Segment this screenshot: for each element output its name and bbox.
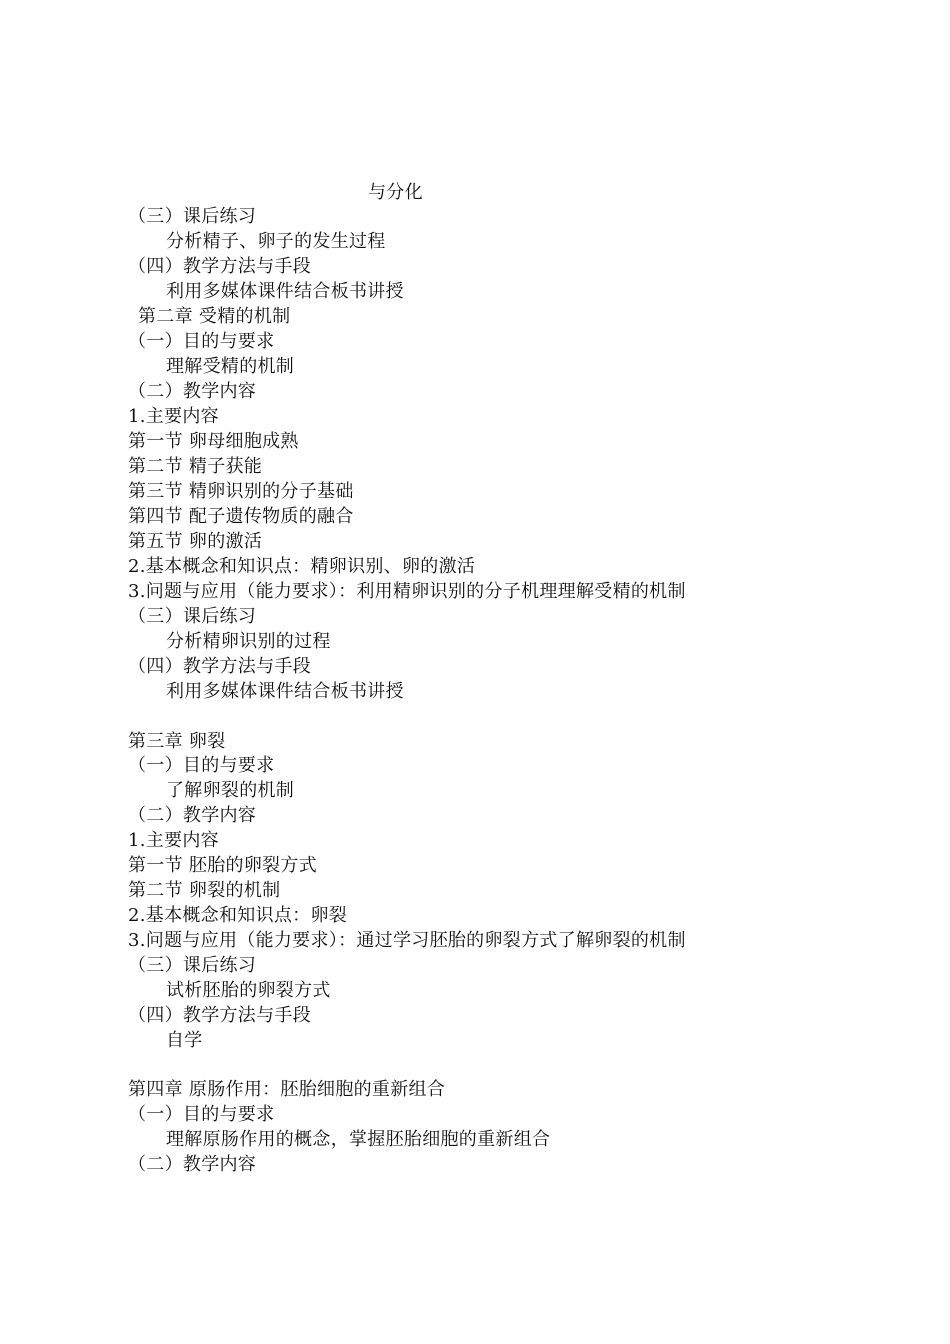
body-text: 利用多媒体课件结合板书讲授 xyxy=(166,681,404,702)
section-heading: （四）教学方法与手段 xyxy=(128,256,311,277)
body-text: 利用多媒体课件结合板书讲授 xyxy=(166,281,404,302)
section-heading: （一）目的与要求 xyxy=(128,1104,275,1125)
body-text: 理解原肠作用的概念，掌握胚胎细胞的重新组合 xyxy=(166,1129,551,1150)
list-item: 2.基本概念和知识点：卵裂 xyxy=(128,905,348,926)
list-item: 第二节 卵裂的机制 xyxy=(128,880,281,901)
section-heading: （四）教学方法与手段 xyxy=(128,1005,311,1026)
body-text: 试析胚胎的卵裂方式 xyxy=(166,980,331,1001)
chapter-heading: 第四章 原肠作用：胚胎细胞的重新组合 xyxy=(128,1079,446,1100)
list-item: 第三节 精卵识别的分子基础 xyxy=(128,481,354,502)
list-item: 第一节 卵母细胞成熟 xyxy=(128,431,299,452)
section-heading: （二）教学内容 xyxy=(128,381,257,402)
section-heading: （三）课后练习 xyxy=(128,206,257,227)
list-item: 3.问题与应用（能力要求）：利用精卵识别的分子机理理解受精的机制 xyxy=(128,581,686,602)
section-heading: （三）课后练习 xyxy=(128,955,257,976)
list-item: 第四节 配子遗传物质的融合 xyxy=(128,506,354,527)
chapter-heading: 第三章 卵裂 xyxy=(128,731,226,752)
body-text: 理解受精的机制 xyxy=(166,356,295,377)
list-item: 第二节 精子获能 xyxy=(128,456,263,477)
list-item: 2.基本概念和知识点：精卵识别、卵的激活 xyxy=(128,556,476,577)
section-heading: （三）课后练习 xyxy=(128,606,257,627)
section-heading: （二）教学内容 xyxy=(128,805,257,826)
list-item: 1.主要内容 xyxy=(128,406,219,427)
body-text: 分析精子、卵子的发生过程 xyxy=(166,231,386,252)
list-item: 第一节 胚胎的卵裂方式 xyxy=(128,855,318,876)
continued-title-line: 与分化 xyxy=(368,182,423,203)
list-item: 1.主要内容 xyxy=(128,830,219,851)
body-text: 自学 xyxy=(166,1030,203,1051)
chapter-heading: 第二章 受精的机制 xyxy=(138,306,291,327)
list-item: 3.问题与应用（能力要求）：通过学习胚胎的卵裂方式了解卵裂的机制 xyxy=(128,930,686,951)
section-heading: （一）目的与要求 xyxy=(128,755,275,776)
section-heading: （二）教学内容 xyxy=(128,1154,257,1175)
section-heading: （四）教学方法与手段 xyxy=(128,656,311,677)
body-text: 了解卵裂的机制 xyxy=(166,780,295,801)
list-item: 第五节 卵的激活 xyxy=(128,531,263,552)
body-text: 分析精卵识别的过程 xyxy=(166,631,331,652)
section-heading: （一）目的与要求 xyxy=(128,331,275,352)
